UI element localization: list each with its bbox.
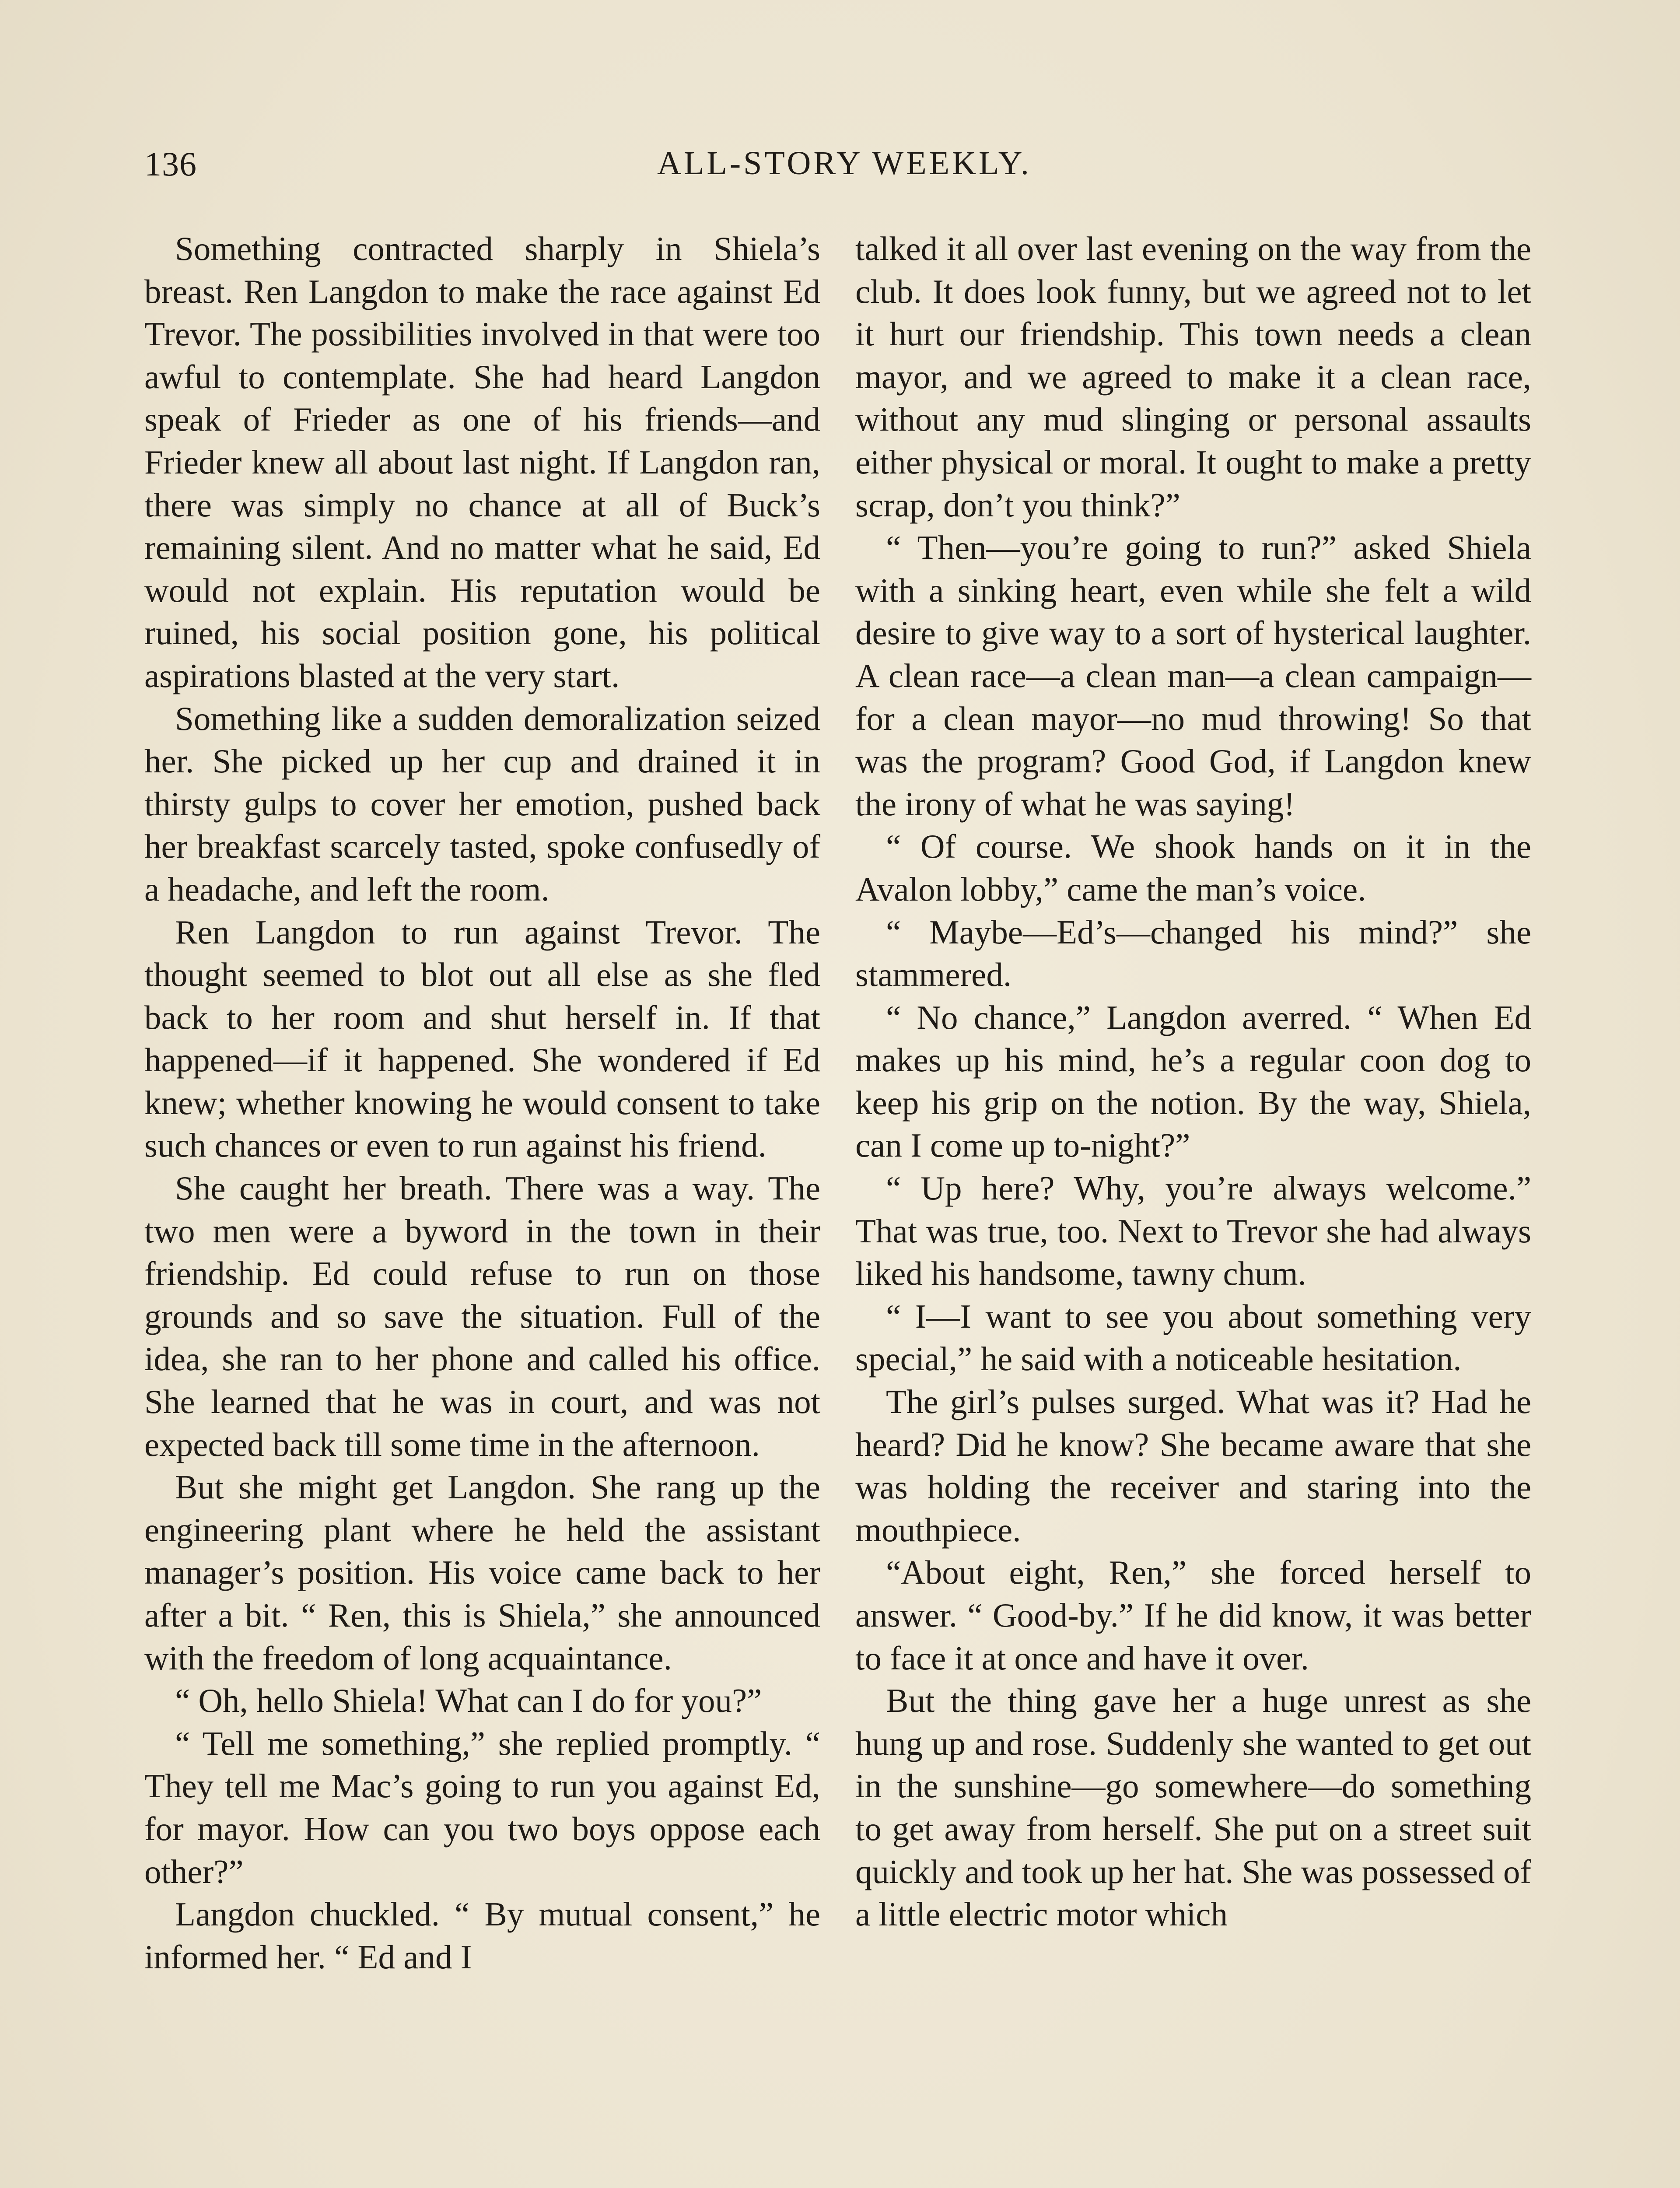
page-header	[144, 144, 1544, 197]
paragraph: “ Tell me something,” she replied promptly. “ They tell me Mac’s going to run you against Ed, for mayor. How can you two boys oppose each other?”	[144, 1724, 820, 1890]
paragraph: Something like a sudden demoralization seized her. She picked up her cup and drained it in thirsty gulps to cover her emotion, pushed back her breakfast scarcely tasted, spoke confusedly of a headache, and left the room.	[144, 699, 820, 908]
paragraph: “ Up here? Why, you’re always welcome.” That was true, too. Next to Trevor she had always liked his handsome, tawny chum.	[855, 1169, 1531, 1293]
paragraph: Something contracted sharply in Shiela’s breast. Ren Langdon to make the race against Ed Trevor. The possibilities involved in that were too awful to contemplate. She had heard Langdon speak of Frieder as one of his friends—and Frieder knew all about last night. If Langdon ran, there was simply no chance at all of Buck’s remaining silent. And no matter what he said, Ed would not explain. His reputation would be ruined, his social position gone, his political aspirations blasted at the very start.	[144, 230, 820, 694]
paragraph: The girl’s pulses surged. What was it? Had he heard? Did he know? She became aware that she was holding the receiver and staring into the mouthpiece.	[855, 1383, 1531, 1549]
paragraph: But the thing gave her a huge unrest as she hung up and rose. Suddenly she wanted to get out in the sunshine—go somewhere—do something to get away from herself. She put on a street suit quickly and took up her hat. She was possessed of a little electric motor which	[855, 1682, 1531, 1933]
paragraph: “ Of course. We shook hands on it in the Avalon lobby,” came the man’s voice.	[855, 828, 1531, 908]
paragraph: But she might get Langdon. She rang up the engineering plant where he held the assistant manager’s position. His voice came back to her after a bit. “ Ren, this is Shiela,” she announced with the freedom of long acquaintance.	[144, 1468, 820, 1677]
page-number: 136	[144, 145, 197, 183]
paragraph: “ Then—you’re going to run?” asked Shiela with a sinking heart, even while she felt a wild desire to give way to a sort of hysterical laughter. A clean race—a clean man—a clean campaign—for a clean mayor—no mud throwing! So that was the program? Good God, if Langdon knew the irony of what he was saying!	[855, 529, 1531, 823]
paragraph: She caught her breath. There was a way. The two men were a byword in the town in their friendship. Ed could refuse to run on those grounds and so save the situation. Full of the idea, she ran to her phone and called his office. She learned that he was in court, and was not expected back till some time in the afternoon.	[144, 1169, 820, 1463]
paragraph: Ren Langdon to run against Trevor. The thought seemed to blot out all else as she fled back to her room and shut herself in. If that happened—if it happened. She wondered if Ed knew; whether knowing he would consent to take such chances or even to run against his friend.	[144, 913, 820, 1164]
paragraph: “ Oh, hello Shiela! What can I do for you?”	[175, 1682, 762, 1720]
text-column-right	[855, 228, 1531, 1936]
paragraph: “About eight, Ren,” she forced herself to answer. “ Good-by.” If he did know, it was better to face it at once and have it over.	[855, 1553, 1531, 1677]
paragraph: Langdon chuckled. “ By mutual consent,” he informed her. “ Ed and I	[144, 1895, 820, 1976]
text-column-left	[144, 228, 820, 1978]
running-title: ALL-STORY WEEKLY.	[657, 145, 1032, 182]
paragraph: “ I—I want to see you about something very special,” he said with a noticeable hesitation.	[855, 1297, 1531, 1378]
paragraph: “ Maybe—Ed’s—changed his mind?” she stammered.	[855, 913, 1531, 994]
paragraph: “ No chance,” Langdon averred. “ When Ed makes up his mind, he’s a regular coon dog to keep his grip on the notion. By the way, Shiela, can I come up to-night?”	[855, 998, 1531, 1164]
paragraph-continued: talked it all over last evening on the way from the club. It does look funny, but we agreed not to let it hurt our friendship. This town needs a clean mayor, and we agreed to make it a clean race, without any mud slinging or personal assaults either physical or moral. It ought to make a pretty scrap, don’t you think?”	[855, 230, 1531, 524]
